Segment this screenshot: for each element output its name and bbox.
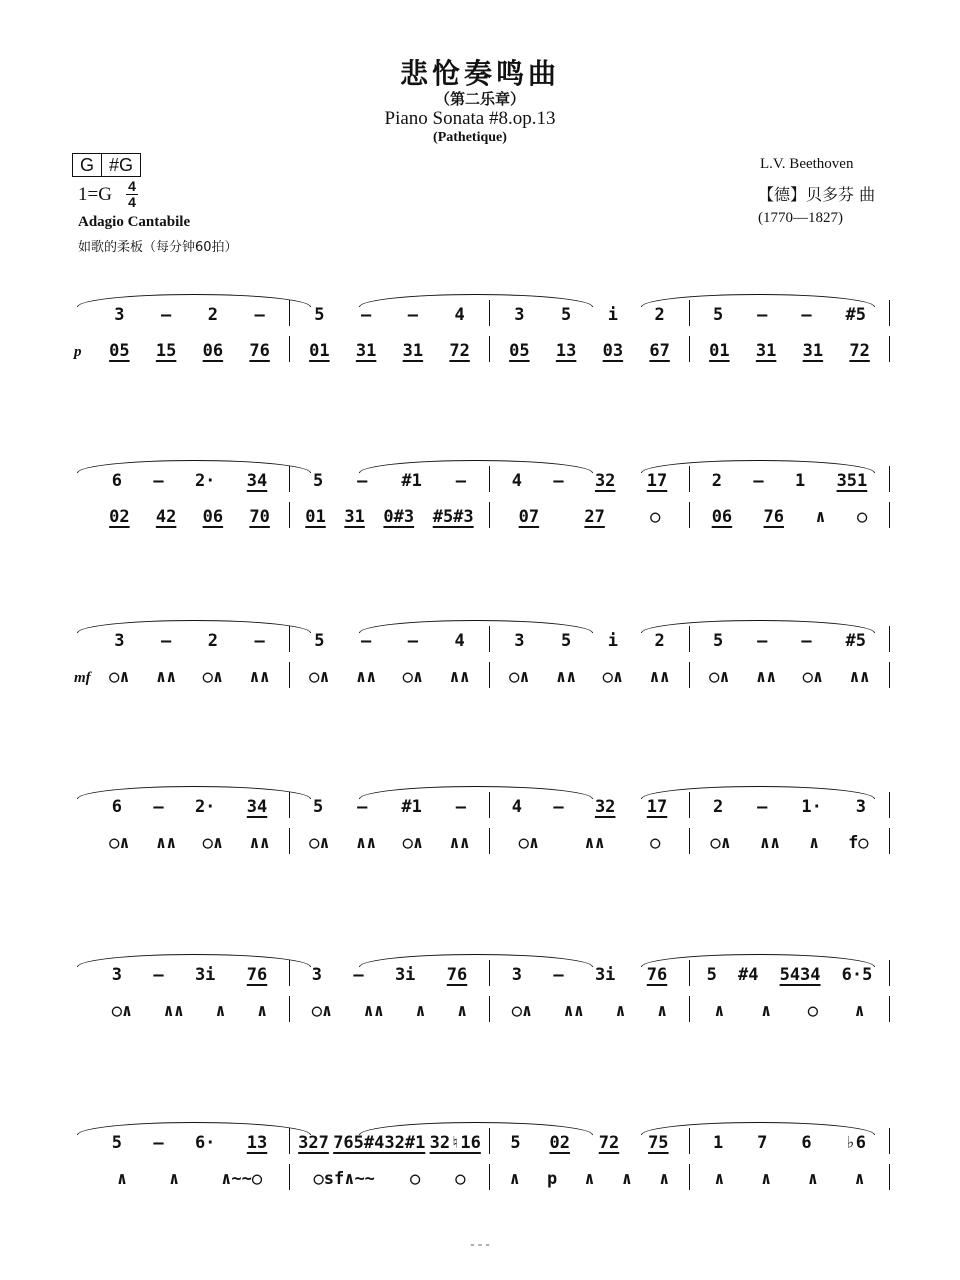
- accompaniment-note: ∧∧: [163, 1001, 185, 1021]
- melody-note: 5: [510, 1133, 521, 1153]
- measure: [60, 792, 290, 818]
- melody-note: 1·: [801, 797, 822, 817]
- accompaniment-note: ○∧: [509, 667, 530, 687]
- melody-note: 2: [654, 305, 665, 325]
- melody-note: 327: [298, 1133, 329, 1153]
- measure: [690, 626, 890, 652]
- melody-note: 34: [246, 797, 268, 817]
- time-signature: [126, 179, 138, 210]
- melody-note: 3i: [194, 965, 216, 985]
- accompaniment-note: 72: [849, 341, 870, 361]
- accompaniment-note: ∧: [659, 1169, 670, 1189]
- melody-note: 75: [648, 1133, 669, 1153]
- measure: [290, 626, 490, 652]
- melody-note: 351: [836, 471, 868, 491]
- melody-line: [60, 466, 890, 492]
- accompaniment-note: 06: [202, 507, 224, 527]
- melody-note: —: [801, 305, 812, 325]
- melody-note: —: [153, 797, 164, 817]
- measure: [690, 502, 890, 528]
- accompaniment-line: [60, 662, 890, 688]
- measure: [690, 1128, 890, 1154]
- melody-note: 3: [114, 305, 125, 325]
- key-signature: 1=G: [78, 184, 112, 205]
- accompaniment-note: 06: [202, 341, 224, 361]
- melody-note: 6: [801, 1133, 812, 1153]
- accompaniment-note: 06: [711, 507, 733, 527]
- melody-note: —: [153, 965, 164, 985]
- melody-note: —: [357, 797, 368, 817]
- measure: [60, 960, 290, 986]
- accompaniment-note: 13: [555, 341, 577, 361]
- measure: [290, 502, 490, 528]
- measure: [290, 300, 490, 326]
- accompaniment-note: ○∧: [111, 1001, 133, 1021]
- accompaniment-note: ○∧: [402, 667, 424, 687]
- melody-note: 5: [312, 797, 324, 817]
- melody-note: i: [607, 631, 618, 651]
- melody-note: 02: [549, 1133, 570, 1153]
- accompaniment-note: 02: [109, 507, 130, 527]
- melody-note: 6: [111, 797, 122, 817]
- melody-line: [60, 626, 890, 652]
- accompaniment-note: #5#3: [432, 507, 474, 527]
- melody-note: —: [553, 471, 564, 491]
- melody-note: 3: [311, 965, 322, 985]
- measure: [690, 960, 890, 986]
- melody-note: —: [361, 631, 372, 651]
- melody-note: —: [254, 305, 265, 325]
- melody-note: 6·5: [841, 965, 873, 985]
- melody-note: 3: [514, 631, 525, 651]
- accompaniment-note: ○∧: [518, 833, 540, 853]
- accompaniment-note: ○: [650, 507, 661, 527]
- accompaniment-note: ∧: [761, 1001, 772, 1021]
- measure: [290, 466, 490, 492]
- melody-note: 76: [246, 965, 268, 985]
- melody-note: —: [153, 1133, 164, 1153]
- accompaniment-note: ∧: [457, 1001, 468, 1021]
- accompaniment-note: ○∧: [109, 833, 130, 853]
- accompaniment-note: 70: [249, 507, 270, 527]
- accompaniment-note: 01: [305, 507, 326, 527]
- melody-note: 6·: [194, 1133, 216, 1153]
- melody-note: —: [753, 471, 764, 491]
- accompaniment-note: ∧: [584, 1169, 595, 1189]
- accompaniment-note: ∧: [714, 1001, 725, 1021]
- melody-note: 2: [712, 797, 724, 817]
- accompaniment-note: ∧∧: [355, 833, 377, 853]
- accompaniment-note: ○∧: [709, 667, 730, 687]
- melody-note: 13: [246, 1133, 268, 1153]
- melody-note: 76: [646, 965, 668, 985]
- measure: [290, 996, 490, 1022]
- melody-note: 1: [712, 1133, 724, 1153]
- accompaniment-note: f○: [848, 833, 869, 853]
- melody-note: —: [361, 305, 372, 325]
- measure: [490, 1128, 690, 1154]
- accompaniment-note: ○: [650, 833, 661, 853]
- accompaniment-note: ∧∧: [155, 833, 177, 853]
- melody-note: #1: [401, 797, 422, 817]
- accompaniment-note: ∧∧: [355, 667, 377, 687]
- accompaniment-note: ∧: [169, 1169, 180, 1189]
- melody-note: —: [801, 631, 812, 651]
- accompaniment-note: ○∧: [402, 833, 424, 853]
- measure: [290, 662, 490, 688]
- key-left: G: [80, 155, 95, 175]
- melody-note: 2: [207, 305, 218, 325]
- accompaniment-note: ∧: [854, 1001, 865, 1021]
- accompaniment-note: ∧∧: [249, 833, 270, 853]
- melody-note: #4: [737, 965, 759, 985]
- accompaniment-note: ○: [455, 1169, 466, 1189]
- measure: [60, 300, 290, 326]
- accompaniment-note: ∧: [657, 1001, 668, 1021]
- accompaniment-note: 15: [155, 341, 177, 361]
- melody-note: 3: [855, 797, 867, 817]
- measure: [690, 792, 890, 818]
- melody-note: 34: [246, 471, 268, 491]
- accompaniment-line: [60, 828, 890, 854]
- measure: [290, 792, 490, 818]
- measure: [490, 996, 690, 1022]
- melody-note: 5: [712, 305, 724, 325]
- accompaniment-line: [60, 996, 890, 1022]
- accompaniment-note: 42: [155, 507, 177, 527]
- accompaniment-note: ∧: [215, 1001, 226, 1021]
- accompaniment-note: ○∧: [710, 833, 731, 853]
- melody-note: 32: [594, 797, 616, 817]
- measure: [690, 300, 890, 326]
- measure: [290, 336, 490, 362]
- melody-note: #1: [401, 471, 422, 491]
- composer-years: (1770—1827): [758, 210, 843, 226]
- accompaniment-note: ○∧: [311, 1001, 333, 1021]
- melody-note: 3: [514, 305, 525, 325]
- english-title: Piano Sonata #8.op.13: [384, 108, 556, 129]
- dynamic-marking: mf: [74, 670, 91, 686]
- accompaniment-note: ∧: [761, 1169, 772, 1189]
- melody-note: 5: [312, 471, 324, 491]
- accompaniment-note: ○∧: [202, 833, 224, 853]
- melody-note: —: [455, 797, 467, 817]
- accompaniment-note: ○∧: [109, 667, 130, 687]
- melody-note: —: [553, 965, 564, 985]
- accompaniment-note: ∧: [714, 1169, 725, 1189]
- measure: [690, 336, 890, 362]
- page-subtitle: （第二乐章）: [434, 90, 525, 108]
- melody-line: [60, 1128, 890, 1154]
- melody-note: 3: [111, 965, 122, 985]
- accompaniment-note: ∧: [116, 1169, 128, 1189]
- accompaniment-note: 67: [649, 341, 670, 361]
- page-number: - - -: [470, 1236, 490, 1251]
- melody-note: 2·: [194, 797, 216, 817]
- measure: [60, 336, 290, 362]
- melody-note: —: [757, 797, 768, 817]
- accompaniment-note: ∧: [854, 1169, 865, 1189]
- melody-note: 2: [654, 631, 665, 651]
- accompaniment-note: 0#3: [383, 507, 415, 527]
- measure: [290, 960, 490, 986]
- melody-note: 5: [561, 305, 572, 325]
- melody-note: 4: [511, 797, 522, 817]
- melody-line: [60, 960, 890, 986]
- accompaniment-line: [60, 336, 890, 362]
- accompaniment-note: ∧∧: [584, 833, 605, 853]
- melody-note: —: [407, 305, 418, 325]
- melody-note: —: [161, 631, 172, 651]
- accompaniment-note: ○∧: [202, 667, 224, 687]
- accompaniment-note: ○∧: [309, 833, 330, 853]
- accompaniment-note: ○: [409, 1169, 421, 1189]
- measure: [490, 502, 690, 528]
- measure: [60, 502, 290, 528]
- accompaniment-note: 31: [344, 507, 365, 527]
- melody-note: —: [757, 631, 768, 651]
- tempo-description: 如歌的柔板（每分钟60拍）: [78, 240, 238, 255]
- measure: [490, 960, 690, 986]
- accompaniment-line: [60, 1164, 890, 1190]
- accompaniment-note: ∧∧: [555, 667, 577, 687]
- measure: [60, 996, 290, 1022]
- composer-english: L.V. Beethoven: [760, 156, 854, 172]
- accompaniment-note: ∧∧: [849, 667, 870, 687]
- melody-note: —: [455, 471, 467, 491]
- melody-note: —: [757, 305, 768, 325]
- melody-note: 32♮16: [429, 1133, 481, 1153]
- melody-note: #5: [845, 305, 867, 325]
- english-subtitle: (Pathetique): [433, 130, 507, 145]
- melody-note: 76: [446, 965, 468, 985]
- accompaniment-note: 31: [802, 341, 824, 361]
- measure: [490, 662, 690, 688]
- melody-note: 72: [598, 1133, 620, 1153]
- melody-note: 2: [207, 631, 218, 651]
- measure: [490, 1164, 690, 1190]
- accompaniment-note: ○∧: [309, 667, 330, 687]
- accompaniment-note: ∧∧: [363, 1001, 385, 1021]
- time-top: 4: [128, 178, 136, 194]
- measure: [690, 828, 890, 854]
- measure: [60, 626, 290, 652]
- accompaniment-note: 72: [449, 341, 470, 361]
- accompaniment-note: ∧∧: [759, 833, 781, 853]
- melody-note: 3i: [594, 965, 616, 985]
- accompaniment-note: 31: [402, 341, 424, 361]
- accompaniment-note: ∧∧: [563, 1001, 585, 1021]
- accompaniment-note: ∧∧: [755, 667, 777, 687]
- melody-note: 4: [454, 631, 465, 651]
- accompaniment-note: ∧∧: [449, 667, 470, 687]
- accompaniment-note: ○∧: [511, 1001, 533, 1021]
- accompaniment-note: ∧∧: [155, 667, 177, 687]
- melody-note: 5: [706, 965, 717, 985]
- melody-note: 17: [646, 471, 668, 491]
- melody-note: #5: [845, 631, 867, 651]
- melody-note: 3i: [394, 965, 416, 985]
- accompaniment-note: ∧: [621, 1169, 632, 1189]
- measure: [60, 1164, 290, 1190]
- accompaniment-note: ∧∧: [449, 833, 470, 853]
- melody-note: 5: [712, 631, 724, 651]
- measure: [690, 662, 890, 688]
- accompaniment-note: ∧: [257, 1001, 268, 1021]
- measure: [690, 996, 890, 1022]
- accompaniment-note: ∧: [807, 1169, 818, 1189]
- melody-note: —: [407, 631, 418, 651]
- melody-note: —: [357, 471, 368, 491]
- melody-note: 17: [646, 797, 668, 817]
- melody-note: —: [553, 797, 564, 817]
- tempo-marking: Adagio Cantabile: [78, 214, 191, 230]
- measure: [60, 466, 290, 492]
- accompaniment-note: 03: [602, 341, 624, 361]
- measure: [490, 828, 690, 854]
- accompaniment-note: 07: [518, 507, 540, 527]
- measure: [60, 662, 290, 688]
- melody-note: 4: [454, 305, 465, 325]
- melody-note: 2·: [194, 471, 216, 491]
- melody-note: —: [254, 631, 265, 651]
- measure: [60, 828, 290, 854]
- accompaniment-note: ∧~~○: [221, 1169, 263, 1189]
- melody-note: —: [353, 965, 364, 985]
- accompaniment-note: 31: [755, 341, 777, 361]
- melody-note: 4: [511, 471, 522, 491]
- time-bottom: 4: [128, 194, 136, 210]
- melody-note: 5: [561, 631, 572, 651]
- melody-note: 5: [314, 631, 325, 651]
- accompaniment-note: 31: [355, 341, 377, 361]
- melody-note: 3: [511, 965, 522, 985]
- accompaniment-note: ∧: [615, 1001, 626, 1021]
- measure: [60, 1128, 290, 1154]
- accompaniment-note: ○sf∧~~: [313, 1169, 375, 1189]
- melody-note: 5434: [779, 965, 821, 985]
- accompaniment-note: ○: [807, 1001, 818, 1021]
- melody-note: 32: [594, 471, 616, 491]
- melody-note: 3: [114, 631, 125, 651]
- melody-note: 6: [111, 471, 122, 491]
- accompaniment-note: ∧: [815, 507, 826, 527]
- measure: [290, 828, 490, 854]
- accompaniment-note: 76: [249, 341, 270, 361]
- key-box: [72, 153, 141, 177]
- measure: [490, 336, 690, 362]
- accompaniment-note: 01: [309, 341, 330, 361]
- composer-chinese: 【德】贝多芬 曲: [758, 185, 876, 204]
- accompaniment-note: ∧: [509, 1169, 520, 1189]
- melody-note: 1: [794, 471, 806, 491]
- accompaniment-line: [60, 502, 890, 528]
- melody-note: 765#432#1: [333, 1133, 426, 1153]
- measure: [490, 626, 690, 652]
- measure: [690, 466, 890, 492]
- accompaniment-note: 05: [109, 341, 130, 361]
- melody-note: —: [153, 471, 164, 491]
- accompaniment-note: p: [546, 1169, 558, 1189]
- melody-note: 5: [314, 305, 325, 325]
- accompaniment-note: 76: [763, 507, 785, 527]
- accompaniment-note: ○∧: [802, 667, 824, 687]
- measure: [490, 300, 690, 326]
- melody-note: 2: [711, 471, 722, 491]
- melody-note: —: [161, 305, 172, 325]
- measure: [490, 792, 690, 818]
- accompaniment-note: ○: [857, 507, 868, 527]
- accompaniment-note: ○∧: [602, 667, 624, 687]
- measure: [290, 1164, 490, 1190]
- melody-line: [60, 300, 890, 326]
- accompaniment-note: 01: [709, 341, 730, 361]
- melody-line: [60, 792, 890, 818]
- measure: [690, 1164, 890, 1190]
- key-right: #G: [101, 154, 140, 176]
- accompaniment-note: 27: [584, 507, 605, 527]
- measure: [490, 466, 690, 492]
- melody-note: ♭6: [845, 1133, 867, 1153]
- accompaniment-note: ∧∧: [649, 667, 670, 687]
- melody-note: 5: [111, 1133, 122, 1153]
- measure: [290, 1128, 490, 1154]
- dynamic-marking: p: [74, 344, 82, 360]
- accompaniment-note: ∧: [809, 833, 820, 853]
- melody-note: 7: [757, 1133, 768, 1153]
- accompaniment-note: ∧∧: [249, 667, 270, 687]
- page-title: 悲怆奏鸣曲: [399, 57, 560, 90]
- accompaniment-note: 05: [509, 341, 530, 361]
- melody-note: i: [607, 305, 618, 325]
- accompaniment-note: ∧: [415, 1001, 426, 1021]
